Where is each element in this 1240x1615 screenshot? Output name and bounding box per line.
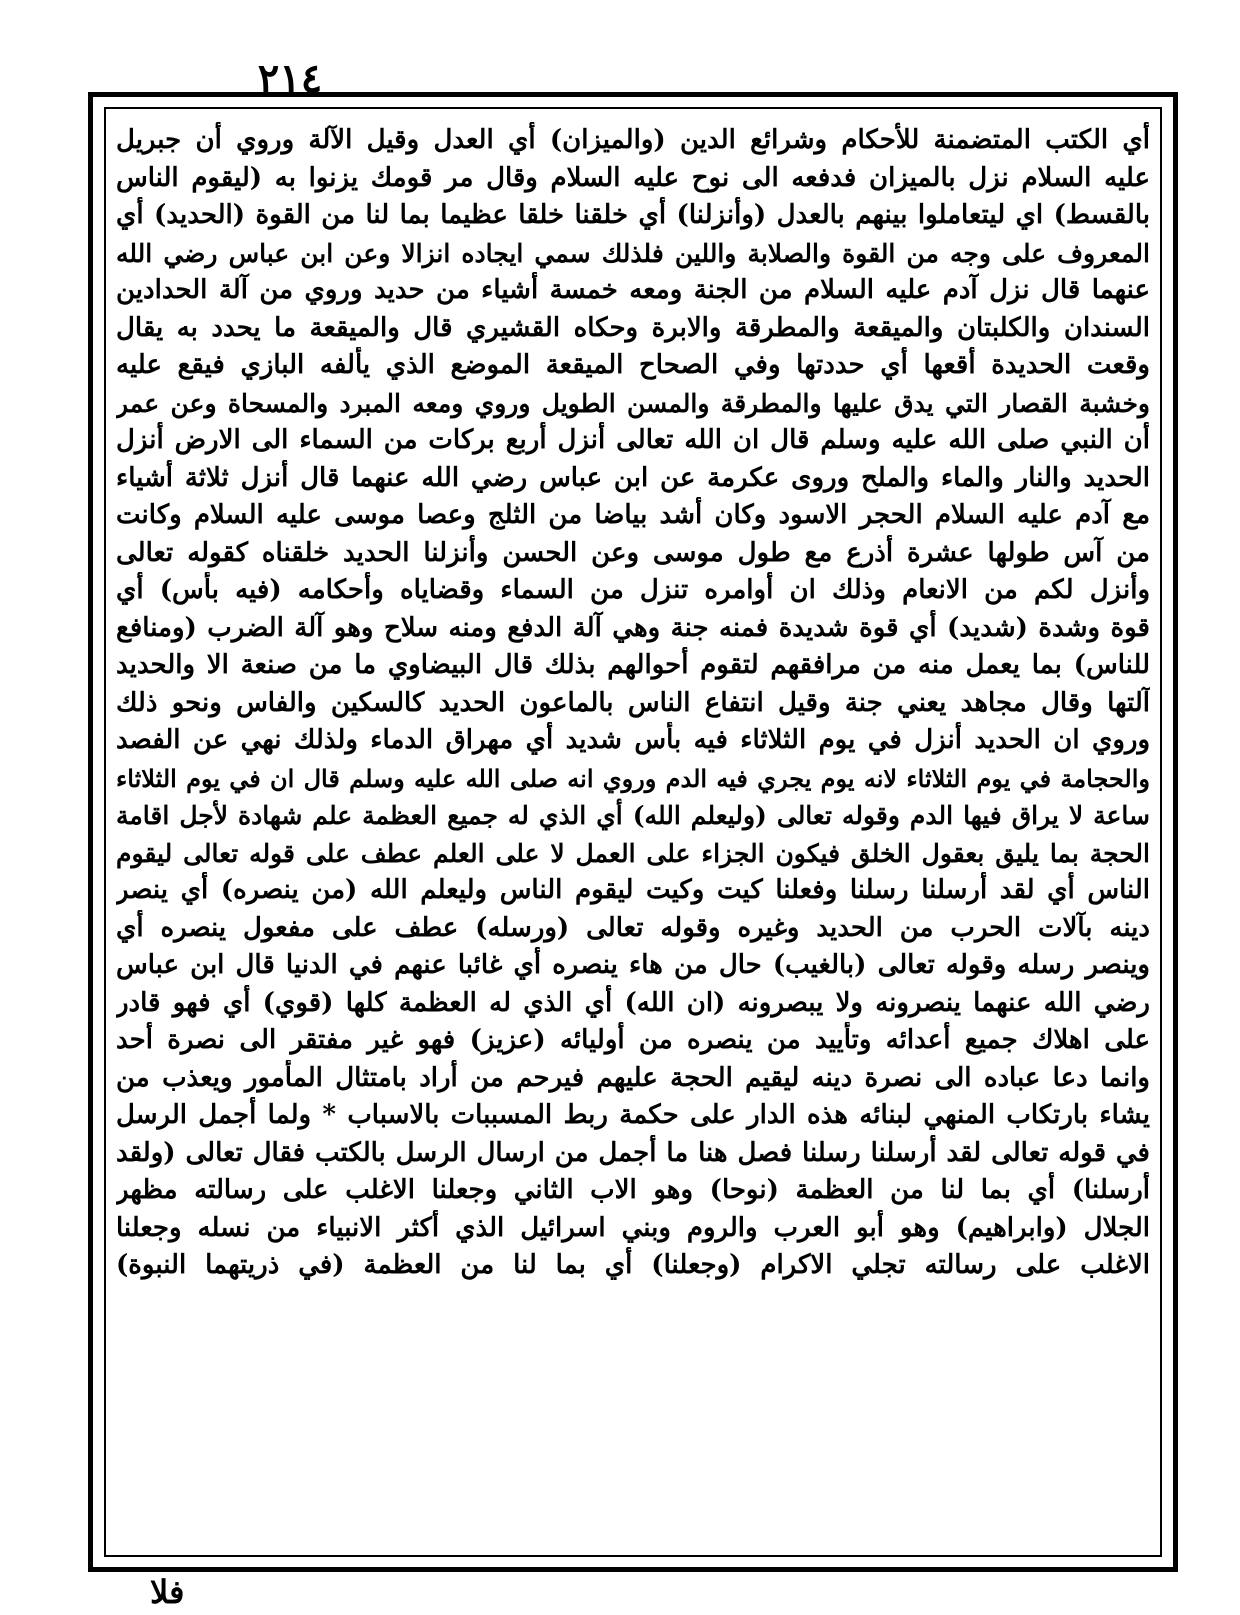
text-line: وروي ان الحديد أنزل في يوم الثلاثاء فيه بأس شديد أي مهراق الدماء ولذلك نهي عن الفصد [116,725,1150,755]
text-line: للناس) بما يعمل منه من مرافقهم لتقوم أحوالهم بذلك قال البيضاوي ما من صنعة الا والحديد [116,650,1150,680]
text-line: في قوله تعالى لقد أرسلنا رسلنا فصل هنا ما أجمل من ارسال الرسل بالكتب فقال تعالى (ولقد [116,1137,1150,1168]
text-line: من آس طولها عشرة أذرع مع طول موسى وعن الحسن وأنزلنا الحديد خلقناه كقوله تعالى [116,537,1150,568]
text-line: أي الكتب المتضمنة للأحكام وشرائع الدين (والميزان) أي العدل وقيل الآلة وروي أن جبريل [116,125,1150,155]
text-line: والحجامة في يوم الثلاثاء لانه يوم يجري فيه الدم وروي انه صلى الله عليه وسلم قال ان في يوم الثلاثاء [116,763,1150,793]
text-line: وأنزل لكم من الانعام وذلك ان أوامره تنزل من السماء وقضاياه وأحكامه (فيه بأس) أي [116,575,1150,605]
text-line: عليه السلام نزل بالميزان فدفعه الى نوح عليه السلام وقال مر قومك يزنوا به (ليقوم الناس [116,162,1150,193]
text-line: يشاء بارتكاب المنهي لبنائه هذه الدار على حكمة ربط المسببات بالاسباب * ولما أجمل الرسل [116,1100,1150,1130]
text-line: وقعت الحديدة أقعها أي حددتها وفي الصحاح الميقعة الموضع الذي يألفه البازي فيقع عليه [116,350,1150,380]
main-text-block [116,122,1150,1548]
text-line: على اهلاك جميع أعدائه وتأييد من ينصره من أوليائه (عزيز) فهو غير مفتقر الى نصرة أحد [116,1025,1150,1055]
text-line: رضي الله عنهما ينصرونه ولا يبصرونه (ان الله) أي الذي له العظمة كلها (قوي) أي فهو قادر [116,987,1150,1018]
text-line: وانما دعا عباده الى نصرة دينه ليقيم الحجة عليهم فيرحم من أراد بامتثال المأمور ويعذب من [116,1062,1150,1093]
text-line: دينه بآلات الحرب من الحديد وغيره وقوله تعالى (ورسله) عطف على مفعول ينصره أي [116,912,1150,943]
text-line: مع آدم عليه السلام الحجر الاسود وكان أشد بياضا من الثلج وعصا موسى عليه السلام وكانت [116,500,1150,530]
text-line: الحجة بما يليق بعقول الخلق فيكون الجزاء على العمل لا على العلم عطف على قوله تعالى ليقوم [116,838,1150,868]
text-line: الحديد والنار والماء والملح وروى عكرمة عن ابن عباس رضي الله عنهما قال أنزل ثلاثة أشياء [116,462,1150,493]
text-line: الجلال (وابراهيم) وهو أبو العرب والروم وبني اسرائيل الذي أكثر الانبياء من نسله وجعلنا [116,1212,1150,1243]
catchword: فلا [150,1573,185,1611]
text-line: المعروف على وجه من القوة والصلابة واللين فلذلك سمي ايجاده انزالا وعن ابن عباس رضي الله [116,238,1150,268]
text-line: أن النبي صلى الله عليه وسلم قال ان الله تعالى أنزل أربع بركات من السماء الى الارض أنزل [116,425,1150,455]
text-line: أرسلنا) أي بما لنا من العظمة (نوحا) وهو الاب الثاني وجعلنا الاغلب على رسالته مظهر [116,1175,1150,1205]
text-line: قوة وشدة (شديد) أي قوة شديدة فمنه جنة وهي آلة الدفع ومنه سلاح وهو آلة الضرب (ومنافع [116,612,1150,643]
text-line: عنهما قال نزل آدم عليه السلام من الجنة ومعه خمسة أشياء من حديد وروي من آلة الحدادين [116,275,1150,305]
text-line: السندان والكلبتان والميقعة والمطرقة والابرة وحكاه القشيري قال والميقعة ما يحدد به يقال [116,312,1150,343]
text-line: وينصر رسله وقوله تعالى (بالغيب) حال من هاء ينصره أي غائبا عنهم في الدنيا قال ابن عباس [116,950,1150,980]
text-line: الناس أي لقد أرسلنا رسلنا وفعلنا كيت وكيت ليقوم الناس وليعلم الله (من ينصره) أي ينصر [116,875,1150,905]
text-line: ساعة لا يراق فيها الدم وقوله تعالى (وليعلم الله) أي الذي له جميع العظمة علم شهادة لأجل اقامة [116,801,1150,830]
text-line: بالقسط) اي ليتعاملوا بينهم بالعدل (وأنزلنا) أي خلقنا خلقا عظيما بما لنا من القوة (الحديد) أي [116,200,1150,230]
page-number: ٢١٤ [257,55,323,102]
text-line: الاغلب على رسالته تجلي الاكرام (وجعلنا) أي بما لنا من العظمة (في ذريتهما النبوة) [116,1250,1150,1280]
text-line: وخشبة القصار التي يدق عليها والمطرقة والمسن الطويل وروي ومعه المبرد والمسحاة وعن عمر [116,388,1150,418]
text-line: آلتها وقال مجاهد يعني جنة وقيل انتفاع الناس بالماعون الحديد كالسكين والفاس ونحو ذلك [116,687,1150,718]
